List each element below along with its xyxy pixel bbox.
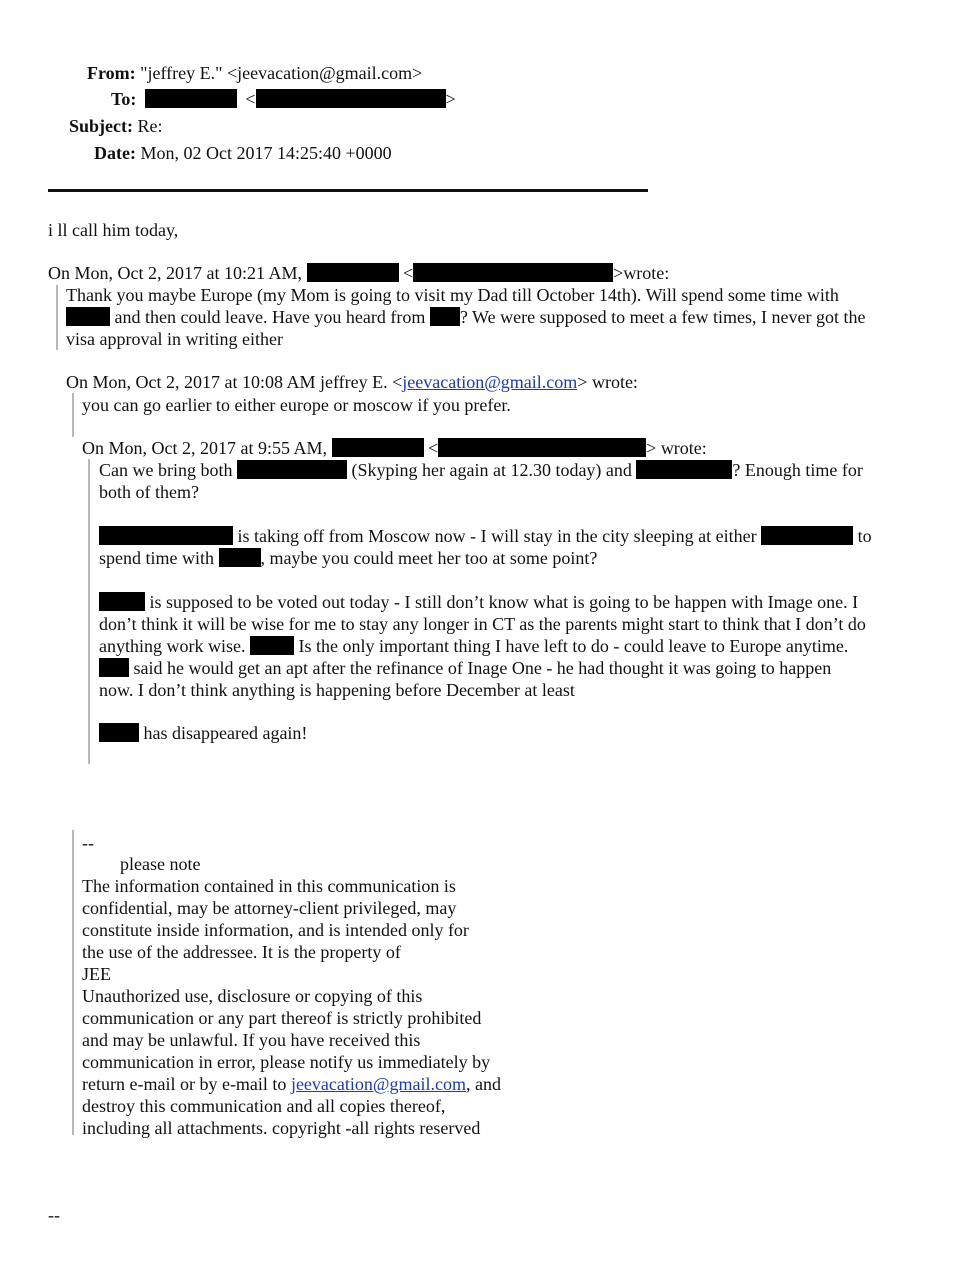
from-value: "jeffrey E." <jeevacation@gmail.com> (140, 63, 423, 83)
to-label: To: (111, 89, 137, 109)
signature-line: communication in error, please notify us immediately by (82, 1052, 491, 1072)
signature-line: confidential, may be attorney-client privileged, may (82, 898, 457, 918)
email-link[interactable]: jeevacation@gmail.com (290, 1074, 466, 1094)
redaction-box (413, 263, 613, 282)
redaction-box (66, 307, 110, 326)
date-value: Mon, 02 Oct 2017 14:25:40 +0000 (140, 143, 392, 163)
redaction-box (99, 658, 129, 677)
redaction-box (237, 460, 347, 479)
quote1-intro: On Mon, Oct 2, 2017 at 10:21 AM, < >wrote: (48, 263, 670, 283)
subject-value: Re: (137, 116, 163, 136)
quote-bar (72, 393, 74, 437)
signature-line: including all attachments. copyright -all rights reserved (82, 1118, 481, 1138)
signature-line: constitute inside information, and is intended only for (82, 920, 469, 940)
email-link[interactable]: jeevacation@gmail.com (402, 372, 578, 392)
quote-bar (72, 830, 74, 1135)
subject-label: Subject: (69, 116, 133, 136)
quote3-p3-line2: don’t think it will be wise for me to stay any longer in CT as the parents might start to think that I don’t do (99, 614, 866, 634)
quote3-p4: has disappeared again! (99, 722, 307, 744)
signature-line: communication or any part thereof is strictly prohibited (82, 1008, 482, 1028)
signature-line: destroy this communication and all copies thereof, (82, 1096, 446, 1116)
from-line (87, 62, 422, 84)
header-divider (48, 189, 648, 192)
redaction-box (99, 592, 145, 611)
redaction-box (99, 723, 139, 742)
from-label: From: (87, 63, 136, 83)
quote3-p1-line1: Can we bring both (Skyping her again at 12.30 today) and ? Enough time for (99, 460, 863, 480)
redaction-box (761, 526, 853, 545)
subject-line (69, 115, 163, 137)
signature-line: and may be unlawful. If you have received this (82, 1030, 421, 1050)
quote3-p2-line1: is taking off from Moscow now - I will stay in the city sleeping at either to (99, 525, 872, 547)
redaction-box (99, 526, 233, 545)
signature-dashes: -- (82, 833, 94, 853)
quote2-line1: you can go earlier to either europe or moscow if you prefer. (82, 395, 511, 415)
redaction-box (430, 307, 460, 326)
reply-text: i ll call him today, (48, 220, 179, 240)
redaction-box (250, 636, 294, 655)
to-line: To: < > (111, 89, 456, 109)
quote-bar (56, 285, 58, 350)
signature-line: Unauthorized use, disclosure or copying of this (82, 986, 423, 1006)
signature-line: JEE (82, 964, 111, 984)
signature-line: The information contained in this communication is (82, 876, 456, 896)
redaction-box (636, 460, 732, 479)
quote2-intro: On Mon, Oct 2, 2017 at 10:08 AM jeffrey E. <jeevacation@gmail.com> wrote: (66, 372, 638, 392)
quote1-line1: Thank you maybe Europe (my Mom is going to visit my Dad till October 14th). Will spend some time with (66, 285, 839, 305)
signature-note: please note (120, 854, 201, 874)
footer-dashes: -- (48, 1205, 60, 1225)
redaction-box (332, 438, 424, 457)
date-line (94, 142, 392, 164)
quote3-p3-line5: now. I don’t think anything is happening before December at least (99, 680, 575, 700)
redaction-box (219, 548, 261, 567)
date-label: Date: (94, 143, 136, 163)
redaction-box (307, 263, 399, 282)
redaction-box (145, 89, 237, 108)
quote3-p3-line1: is supposed to be voted out today - I still don’t know what is going to be happen with Image one. I (99, 591, 858, 613)
quote3-p3-line4: said he would get an apt after the refinance of Inage One - he had thought it was going to happen (99, 657, 831, 679)
signature-line: the use of the addressee. It is the property of (82, 942, 401, 962)
quote1-line3: visa approval in writing either (66, 329, 283, 349)
redaction-box (256, 89, 446, 108)
quote3-intro: On Mon, Oct 2, 2017 at 9:55 AM, < > wrote: (82, 438, 707, 458)
signature-line: return e-mail or by e-mail to jeevacation@gmail.com, and (82, 1074, 501, 1094)
quote3-p2-line2: spend time with , maybe you could meet her too at some point? (99, 548, 598, 568)
quote3-p3-line3: anything work wise. Is the only important thing I have left to do - could leave to Europe anytime. (99, 636, 849, 656)
redaction-box (438, 438, 646, 457)
quote-bar (88, 459, 90, 764)
quote1-line2: and then could leave. Have you heard from ? We were supposed to meet a few times, I never got the (66, 306, 865, 328)
quote3-p1-line2: both of them? (99, 482, 199, 502)
